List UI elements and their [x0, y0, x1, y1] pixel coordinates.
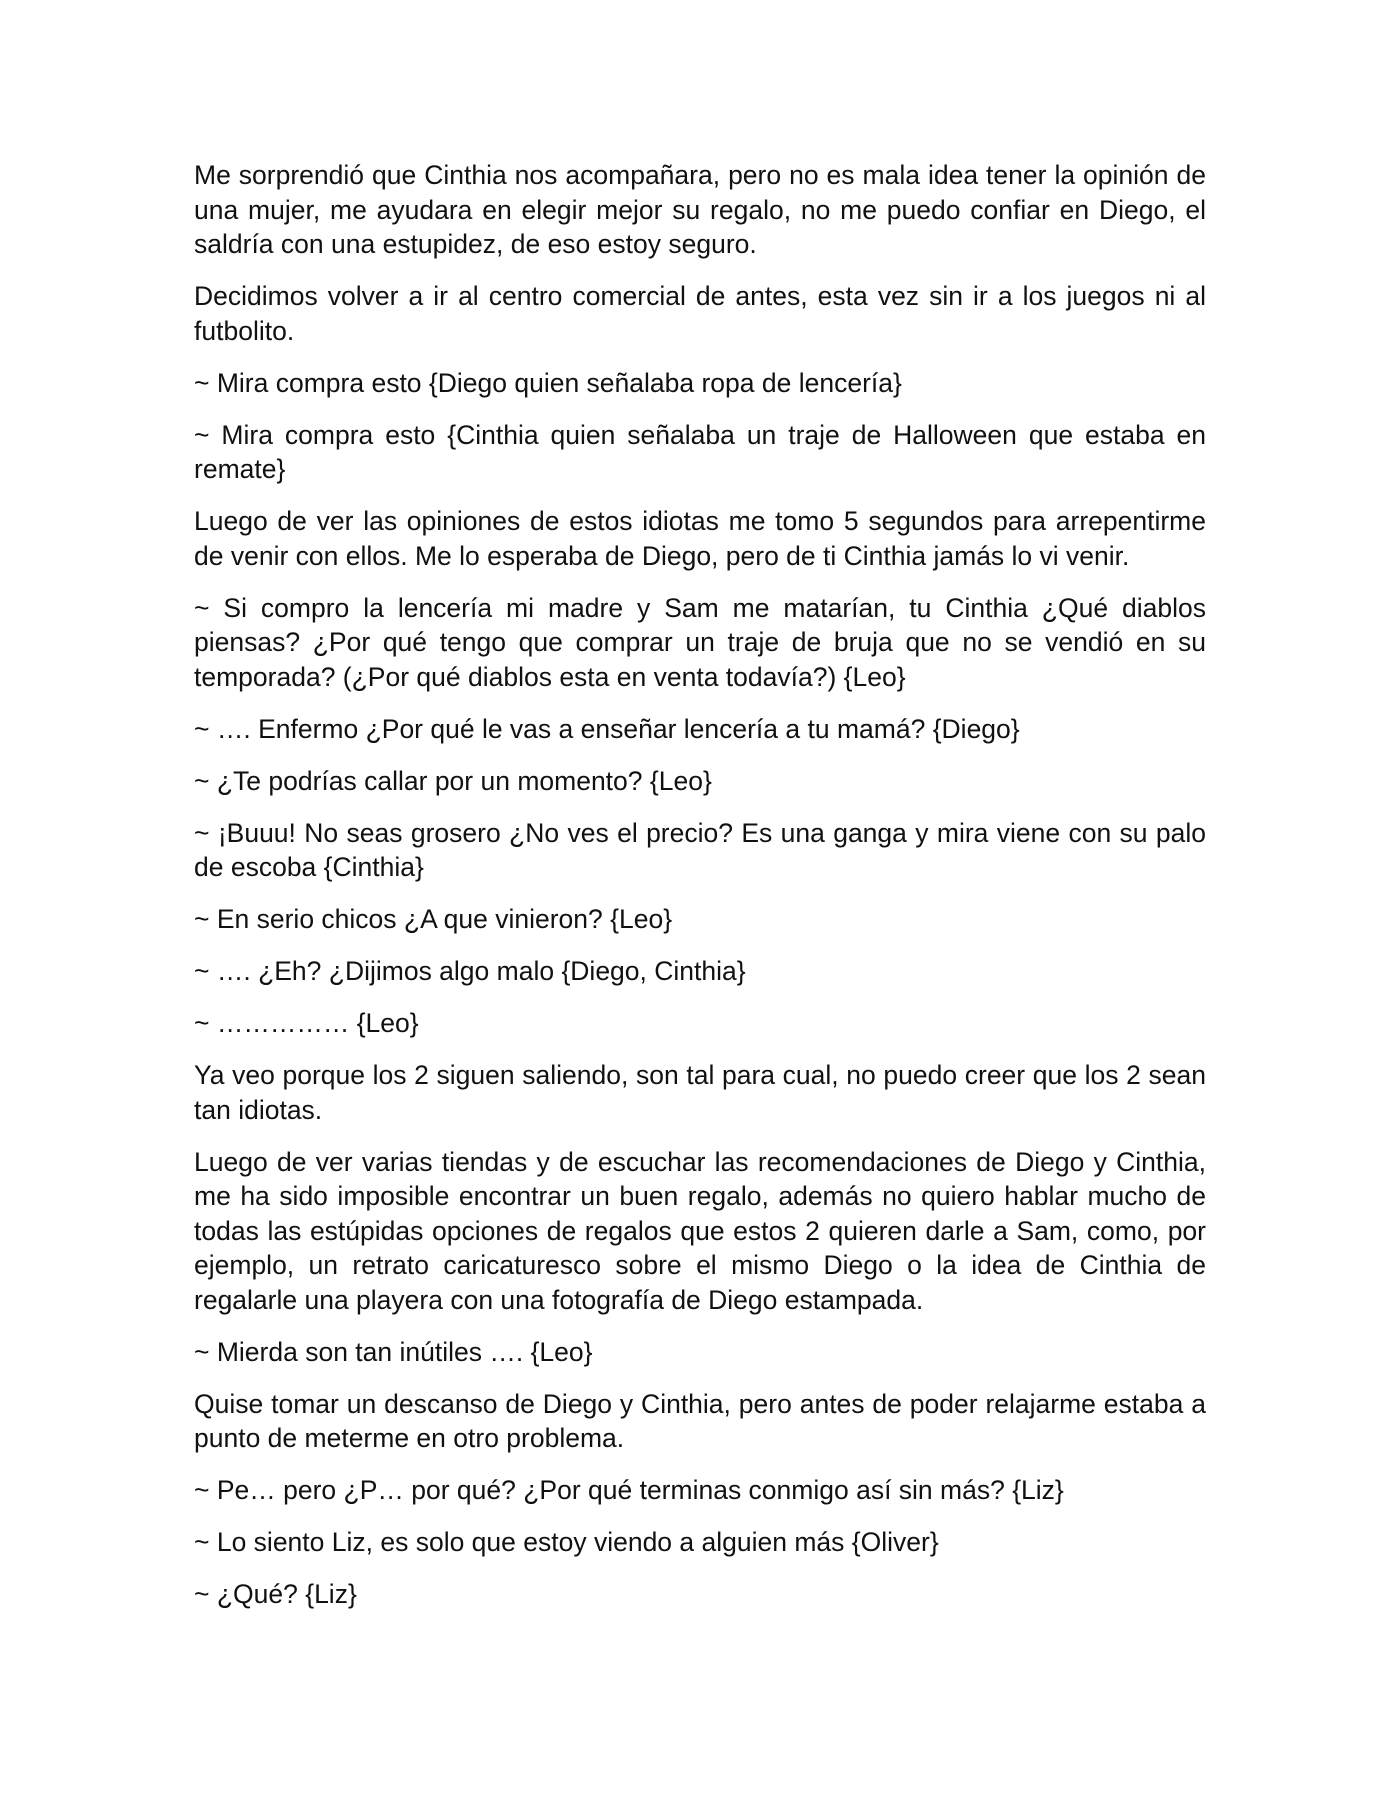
dialogue-line: ~ En serio chicos ¿A que vinieron? {Leo} [194, 904, 673, 934]
dialogue-line: ~ Si compro la lencería mi madre y Sam me matarían, tu Cinthia ¿Qué diablos piensas? ¿Por qué tengo que comprar un traje de bruja que no se vendió en su temporada? (¿Por qué diablos esta en venta todavía?) {Leo} [194, 592, 1206, 692]
narration-paragraph: Me sorprendió que Cinthia nos acompañara, pero no es mala idea tener la opinión de una mujer, me ayudara en elegir mejor su regalo, no me puedo confiar en Diego, el saldría con una estupidez, de eso estoy seguro. [194, 160, 1206, 259]
dialogue-line: ~ Mira compra esto {Cinthia quien señalaba un traje de Halloween que estaba en remate} [194, 419, 1206, 484]
dialogue-line: ~ ¿Te podrías callar por un momento? {Leo} [194, 765, 712, 796]
narration-paragraph: Luego de ver varias tiendas y de escuchar las recomendaciones de Diego y Cinthia, me ha sido imposible encontrar un buen regalo, además no quiero hablar mucho de todas las estúpidas opciones de regalos que estos 2 quieren darle a Sam, como, por ejemplo, un retrato caricaturesco sobre el mismo Diego o la idea de Cinthia de regalarle una playera con una fotografía de Diego estampada. [194, 1146, 1206, 1315]
dialogue-line: ~ ¡Buuu! No seas grosero ¿No ves el precio? Es una ganga y mira viene con su palo de escoba {Cinthia} [194, 817, 1206, 882]
dialogue-line: ~ Mira compra esto {Diego quien señalaba ropa de lencería} [194, 367, 902, 398]
dialogue-line: ~ …. ¿Eh? ¿Dijimos algo malo {Diego, Cinthia} [194, 956, 746, 986]
dialogue-line: ~ …. Enfermo ¿Por qué le vas a enseñar lencería a tu mamá? {Diego} [194, 713, 1020, 744]
dialogue-line: ~ ¿Qué? {Liz} [194, 1579, 357, 1609]
dialogue-line: ~ Lo siento Liz, es solo que estoy viendo a alguien más {Oliver} [194, 1527, 939, 1557]
narration-paragraph: Luego de ver las opiniones de estos idiotas me tomo 5 segundos para arrepentirme de venir con ellos. Me lo esperaba de Diego, pero de ti Cinthia jamás lo vi venir. [194, 506, 1206, 571]
narration-paragraph: Ya veo porque los 2 siguen saliendo, son tal para cual, no puedo creer que los 2 sean tan idiotas. [194, 1060, 1206, 1125]
narration-paragraph: Decidimos volver a ir al centro comercial de antes, esta vez sin ir a los juegos ni al futbolito. [194, 281, 1206, 346]
narration-paragraph: Quise tomar un descanso de Diego y Cinthia, pero antes de poder relajarme estaba a punto de meterme en otro problema. [194, 1388, 1206, 1453]
dialogue-line: ~ Mierda son tan inútiles …. {Leo} [194, 1336, 593, 1367]
dialogue-line: ~ Pe… pero ¿P… por qué? ¿Por qué terminas conmigo así sin más? {Liz} [194, 1475, 1064, 1505]
document-body [194, 158, 1206, 1629]
dialogue-line: ~ …………… {Leo} [194, 1008, 419, 1038]
